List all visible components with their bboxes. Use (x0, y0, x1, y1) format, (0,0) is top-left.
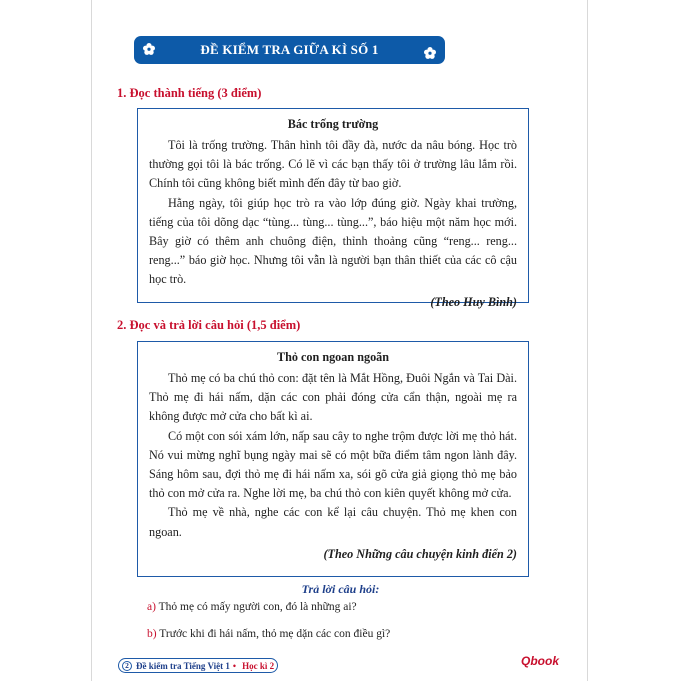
question-text: Trước khi đi hái nấm, thỏ mẹ dặn các con điều gì? (159, 628, 391, 640)
passage-title: Bác trống trường (287, 117, 379, 131)
page-number: 2 (122, 661, 132, 671)
footer-book-label (118, 658, 278, 673)
publisher-logo: Qbook (521, 654, 559, 668)
flower-icon (423, 46, 437, 60)
reading-passage-1 (137, 108, 529, 309)
question-letter: a) (147, 601, 156, 613)
passage-paragraph: Thỏ mẹ về nhà, nghe các con kể lại câu chuyện. Thỏ mẹ khen con ngoan. (149, 505, 517, 539)
footer-separator: • (232, 660, 237, 671)
reading-passage-2 (137, 341, 529, 577)
questions-heading: Trả lời câu hỏi: (301, 582, 380, 596)
footer-term: Học kì 2 (242, 660, 275, 671)
passage-title: Thỏ con ngoan ngoãn (276, 350, 390, 364)
section-2-heading: 2. Đọc và trả lời câu hỏi (1,5 điểm) (117, 318, 301, 332)
question-text: Thỏ mẹ có mấy người con, đó là những ai? (158, 601, 357, 613)
question-b (147, 628, 390, 640)
passage-paragraph: Thỏ mẹ có ba chú thỏ con: đặt tên là Mắt Hồng, Đuôi Ngắn và Tai Dài. Thỏ mẹ đi hái nấm, dặn các con phải đóng cửa cẩn thận, ngoài mẹ ra không được mở cửa cho bất kì ai. (149, 371, 517, 424)
section-1-heading: 1. Đọc thành tiếng (3 điểm) (117, 86, 262, 100)
page-title (134, 36, 445, 64)
title-text: ĐỀ KIỂM TRA GIỮA KÌ SỐ 1 (200, 42, 379, 57)
question-letter: b) (147, 628, 157, 640)
question-a (147, 601, 357, 613)
footer-book-title: Đề kiểm tra Tiếng Việt 1 (136, 660, 230, 671)
passage-source: (Theo Huy Bình) (430, 294, 517, 309)
passage-paragraph: Hằng ngày, tôi giúp học trò ra vào lớp đúng giờ. Ngày khai trường, tiếng của tôi dõng dạc “tùng... tùng... tùng...”, báo hiệu một năm học mới. Bây giờ có thêm anh chuông điện, thỉnh thoảng cũng “reng... reng... reng...” báo giờ học. Nhưng tôi vẫn là người bạn thân thiết của các cô cậu học trò. (149, 195, 517, 287)
passage-paragraph: Có một con sói xám lớn, nấp sau cây to nghe trộm được lời mẹ thỏ hát. Nó vui mừng nghĩ bụng ngày mai sẽ có một bữa điểm tâm ngon lành đây. Sáng hôm sau, đợi thỏ mẹ đi hái nấm xa, sói gõ cửa giả giọng thỏ mẹ bảo thỏ con mở cửa ra. Nghe lời mẹ, ba chú thỏ con kiên quyết không mở cửa. (149, 428, 517, 501)
passage-source: (Theo Những câu chuyện kinh điển 2) (323, 546, 517, 561)
flower-icon (142, 42, 156, 56)
passage-paragraph: Tôi là trống trường. Thân hình tôi đầy đà, nước da nâu bóng. Học trò thường gọi tôi là bác trống. Có lẽ vì các bạn thấy tôi ở trường lâu lắm rồi. Chính tôi cũng không biết mình đến đây từ bao giờ. (149, 138, 517, 191)
